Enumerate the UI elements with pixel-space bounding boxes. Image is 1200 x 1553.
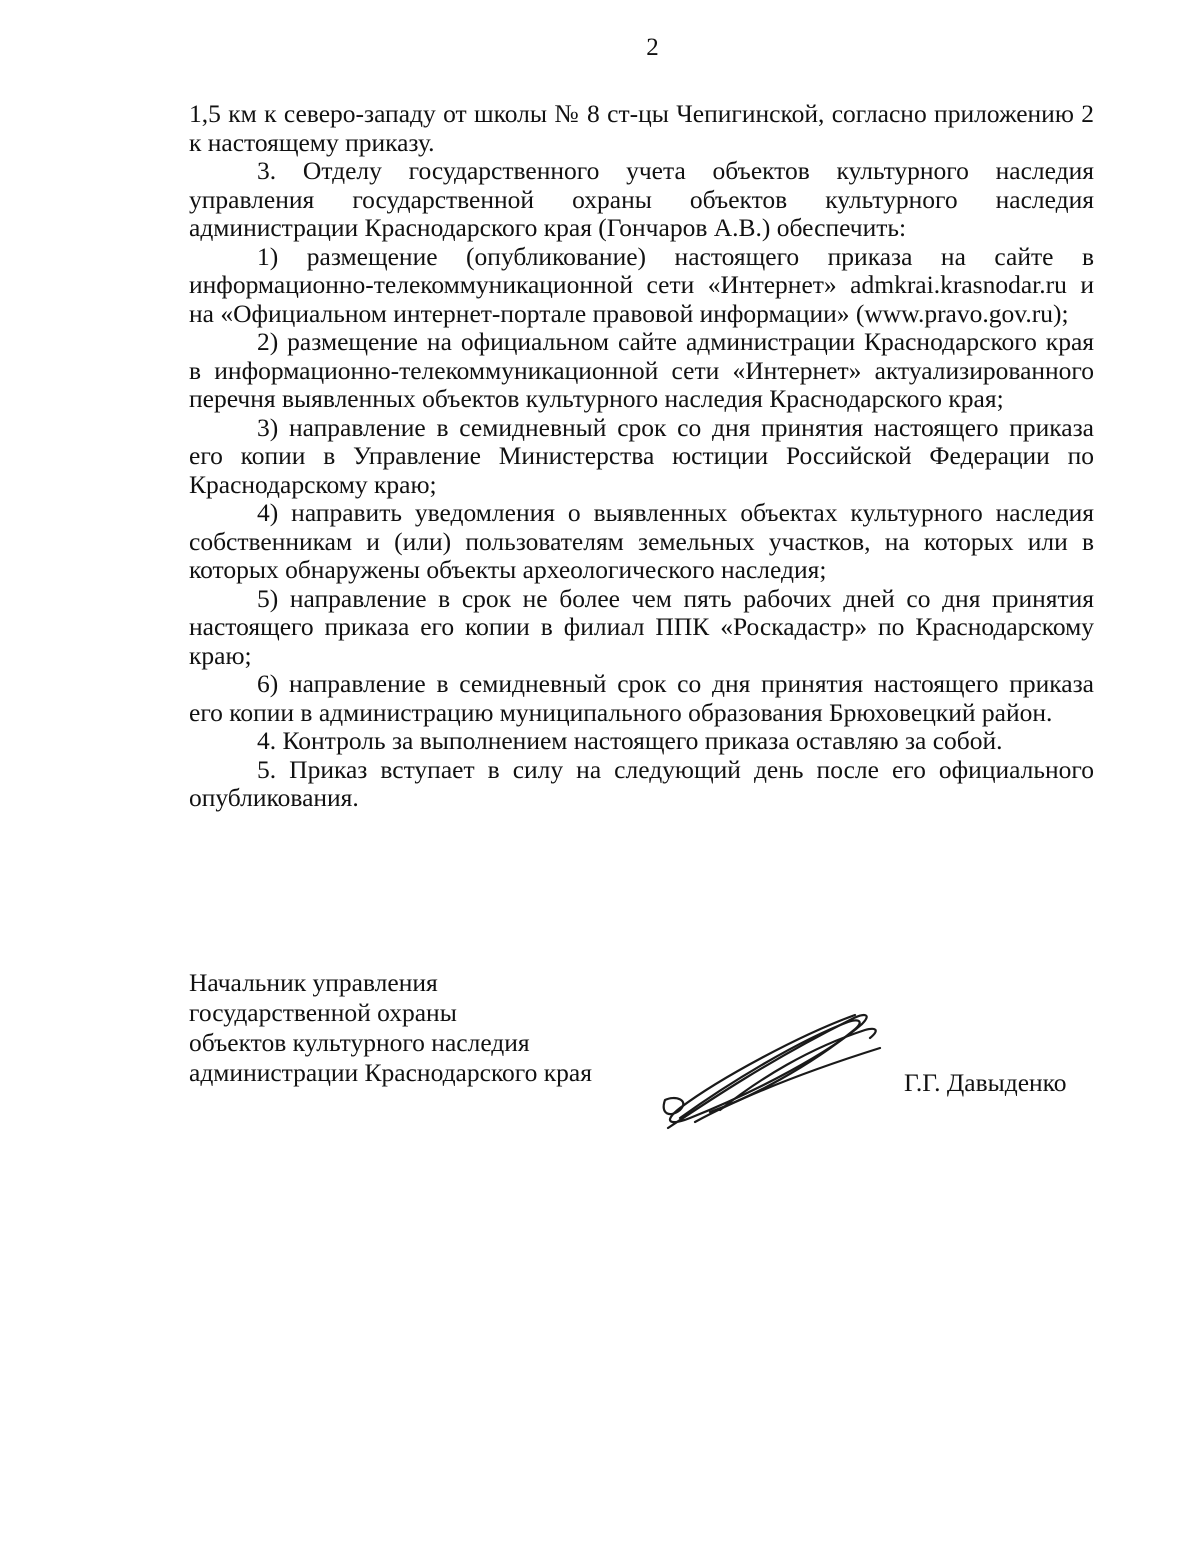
position-line: Начальник управления (189, 968, 438, 997)
paragraph-item-4: 4. Контроль за выполнением настоящего приказа оставляю за собой. (257, 726, 1003, 755)
paragraph-continuation: 1,5 км к северо-западу от школы № 8 ст-цы Чепигинской, согласно приложению 2 к настоящему приказу. (189, 99, 1094, 157)
signatory-position (189, 968, 592, 1088)
paragraph-subitem-2: 2) размещение на официальном сайте администрации Краснодарского края в информационно-телекоммуникационной сети «Интернет» актуализированного перечня выявленных объектов культурного наследия Краснодарского края; (189, 327, 1094, 413)
document-body (189, 100, 1094, 813)
paragraph-subitem-6: 6) направление в семидневный срок со дня принятия настоящего приказа его копии в администрацию муниципального образования Брюховецкий район. (189, 669, 1094, 727)
paragraph-subitem-1: 1) размещение (опубликование) настоящего приказа на сайте в информационно-телекоммуникационной сети «Интернет» admkrai.krasnodar.ru и на «Официальном интернет-портале правовой информации» (www.pravo.gov.ru); (189, 241, 1094, 328)
page-number: 2 (646, 34, 659, 61)
paragraph-item-5: 5. Приказ вступает в силу на следующий день после его официального опубликования. (189, 754, 1094, 812)
paragraph-subitem-4: 4) направить уведомления о выявленных объектах культурного наследия собственникам и (или) пользователям земельных участков, на которых или в которых обнаружены объекты археологического наследия; (189, 498, 1094, 584)
signer-name: Г.Г. Давыденко (904, 1068, 1067, 1097)
paragraph-item-3: 3. Отделу государственного учета объектов культурного наследия управления государственной охраны объектов культурного наследия администрации Краснодарского края (Гончаров А.В.) обеспечить: (189, 156, 1094, 242)
position-line: администрации Краснодарского края (189, 1058, 592, 1087)
paragraph-subitem-5: 5) направление в срок не более чем пять рабочих дней со дня принятия настоящего приказа его копии в филиал ППК «Роскадастр» по Краснодарскому краю; (189, 583, 1094, 670)
position-line: государственной охраны (189, 998, 457, 1027)
paragraph-subitem-3: 3) направление в семидневный срок со дня принятия настоящего приказа его копии в Управление Министерства юстиции Российской Федерации по Краснодарскому краю; (189, 412, 1094, 499)
position-line: объектов культурного наследия (189, 1028, 530, 1057)
handwritten-signature (650, 1000, 890, 1140)
